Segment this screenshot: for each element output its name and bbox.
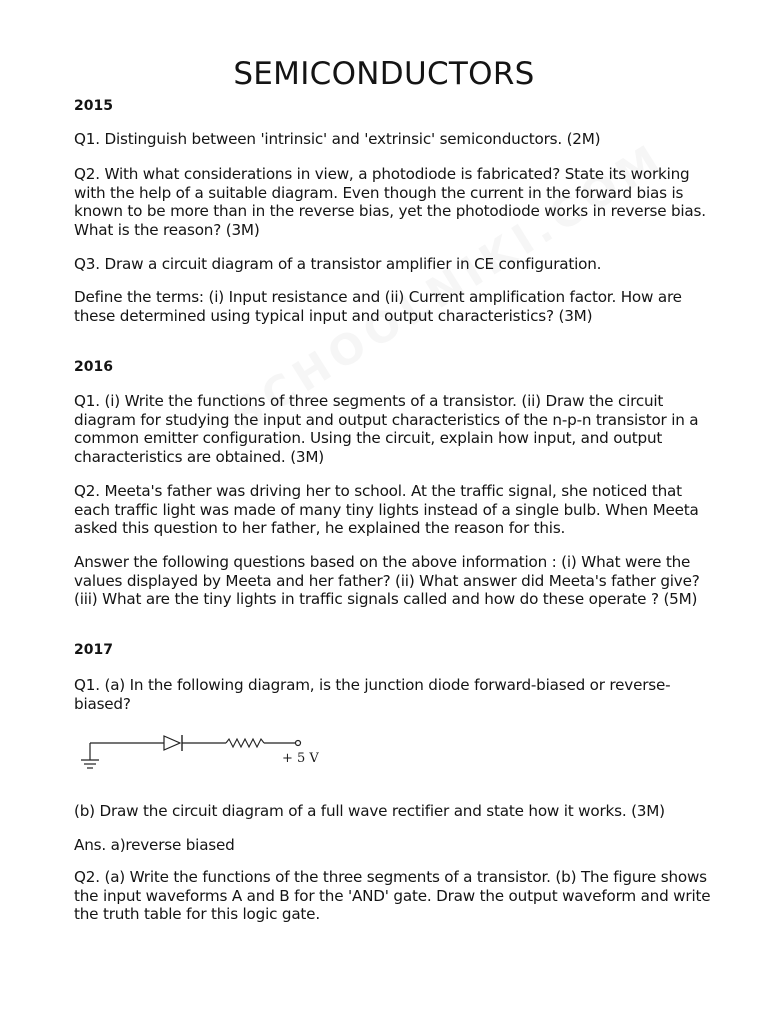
question-2016-q1: Q1. (i) Write the functions of three segments of a transistor. (ii) Draw the circuit diagram for studying the input and output characteristics of the n-p-n transistor in a common emitter configuration. Using the circuit, explain how input, and output characteristics are obtained. (3M) [74, 392, 699, 467]
year-heading-2017: 2017 [74, 642, 113, 658]
question-2017-q2: Q2. (a) Write the functions of the three segments of a transistor. (b) The figure shows the input waveforms A and B for the 'AND' gate. Draw the output waveform and write the truth table for this logic gate. [74, 868, 711, 924]
diode-circuit-diagram [76, 732, 336, 780]
year-heading-2015: 2015 [74, 98, 113, 114]
question-2015-q2: Q2. With what considerations in view, a photodiode is fabricated? State its working with the help of a suitable diagram. Even though the current in the forward bias is known to be more than in the reverse bias, yet the photodiode works in reverse bias. What is the reason? (3M) [74, 165, 706, 240]
question-2015-q1: Q1. Distinguish between 'intrinsic' and 'extrinsic' semiconductors. (2M) [74, 130, 601, 148]
question-2017-q1-part-b: (b) Draw the circuit diagram of a full wave rectifier and state how it works. (3M) [74, 802, 665, 820]
year-heading-2016: 2016 [74, 359, 113, 375]
answer-2017-q1: Ans. a)reverse biased [74, 836, 235, 854]
diode-symbol [164, 736, 180, 750]
page-title: SEMICONDUCTORS [233, 56, 535, 92]
resistor-symbol [226, 739, 264, 747]
question-2015-q3: Q3. Draw a circuit diagram of a transistor amplifier in CE configuration. [74, 255, 602, 273]
question-2016-q2: Q2. Meeta's father was driving her to school. At the traffic signal, she noticed that each traffic light was made of many tiny lights instead of a single bulb. When Meeta asked this question to her father, he explained the reason for this. [74, 482, 699, 538]
question-2016-q2-answer-prompt: Answer the following questions based on the above information : (i) What were the values displayed by Meeta and her father? (ii) What answer did Meeta's father give? (iii) What are the tiny lights in traffic signals called and how do these operate ? (5M) [74, 553, 700, 609]
question-2015-q3-definition: Define the terms: (i) Input resistance and (ii) Current amplification factor. How are these determined using typical input and output characteristics? (3M) [74, 288, 682, 325]
question-2017-q1: Q1. (a) In the following diagram, is the junction diode forward-biased or reverse-biased? [74, 676, 671, 713]
terminal [296, 741, 301, 746]
voltage-label: + 5 V [282, 751, 319, 766]
